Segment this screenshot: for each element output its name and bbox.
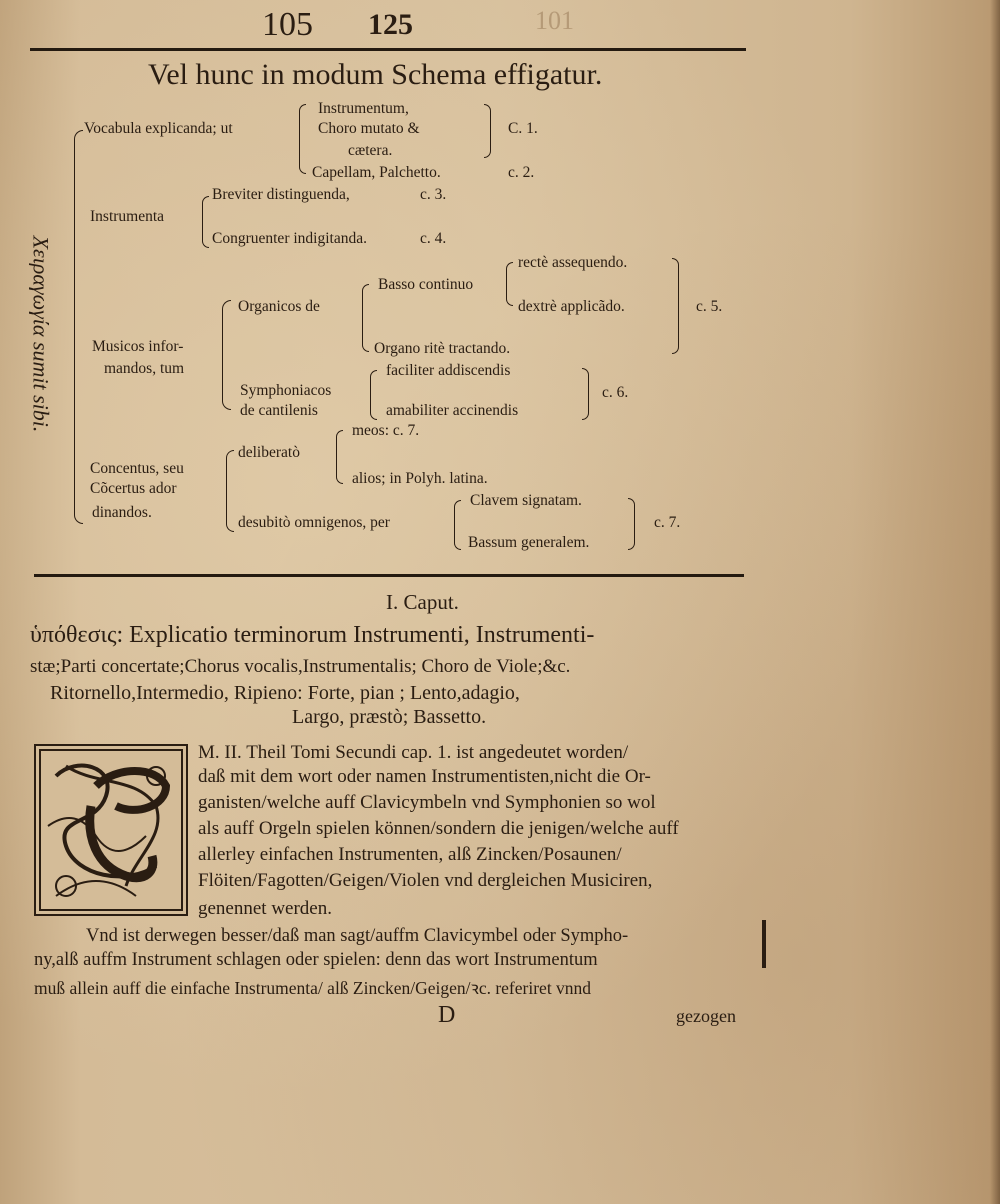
symphoniacos-brace <box>370 370 377 420</box>
symphoniacos-right-brace <box>582 368 589 420</box>
summary-line-3: Ritornello,Intermedio, Ripieno: Forte, pian ; Lento,adagio, <box>50 682 520 704</box>
body-line-7: genennet werden. <box>198 898 332 919</box>
decorative-initial-image <box>34 744 188 916</box>
vocabula-label: Vocabula explicanda; ut <box>84 120 233 137</box>
symphoniacos-item-1: faciliter addiscendis <box>386 362 511 379</box>
schema-bottom-rule <box>34 574 744 577</box>
faint-page-number: 101 <box>535 6 574 35</box>
side-caption-text: Χειραγωγία sumit sibi. <box>28 235 54 433</box>
symphoniacos-label-1: Symphoniacos <box>240 382 332 399</box>
basso-label: Basso continuo <box>378 276 474 293</box>
instrumenta-item-2: Congruenter indigitanda. <box>212 230 367 247</box>
basso-item-2: dextrè applicãdo. <box>518 298 625 315</box>
concentus-label-2: Cõcertus ador <box>90 480 177 497</box>
summary-line-1: ὑπόθεσις: Explicatio terminorum Instrumenti, Instrumenti- <box>30 622 595 648</box>
body-line-1: M. II. Theil Tomi Secundi cap. 1. ist angedeutet worden/ <box>198 742 629 763</box>
chapter-heading: I. Caput. <box>386 590 459 614</box>
instrumenta-item-1: Breviter distinguenda, <box>212 186 350 203</box>
desubito-label: desubitò omnigenos, per <box>238 514 390 531</box>
symphoniacos-label-2: de cantilenis <box>240 402 318 419</box>
side-caption <box>10 184 70 484</box>
vocabula-right-brace <box>484 104 491 158</box>
concentus-label-3: dinandos. <box>92 504 152 521</box>
vocabula-brace <box>299 104 306 174</box>
page-number-new: 125 <box>368 8 413 41</box>
desubito-item-2: Bassum generalem. <box>468 534 590 551</box>
deliberato-label: deliberatò <box>238 444 300 461</box>
body-line-2: daß mit dem wort oder namen Instrumentisten,nicht die Or- <box>198 766 651 787</box>
vocabula-item-3: cætera. <box>348 142 393 159</box>
schema-title: Vel hunc in modum Schema effigatur. <box>148 58 603 91</box>
instrumenta-ref-1: c. 3. <box>420 186 447 203</box>
deliberato-item-1: meos: c. 7. <box>352 422 420 439</box>
musicos-brace <box>222 300 231 410</box>
body-line-5: allerley einfachen Instrumenten, alß Zincken/Posaunen/ <box>198 844 622 865</box>
organicos-label: Organicos de <box>238 298 320 315</box>
body-line-9: ny,alß auffm Instrument schlagen oder spielen: denn das wort Instrumentum <box>34 950 598 970</box>
master-brace <box>74 130 83 524</box>
vocabula-item-1: Instrumentum, <box>318 100 409 117</box>
vocabula-ref-2: c. 2. <box>508 164 535 181</box>
body-line-3: ganisten/welche auff Clavicymbeln vnd Symphonien so wol <box>198 792 656 813</box>
organicos-brace <box>362 284 369 352</box>
desubito-right-brace <box>628 498 635 550</box>
summary-line-4: Largo, præstò; Bassetto. <box>292 706 487 728</box>
header-rule <box>30 48 746 51</box>
body-line-4: als auff Orgeln spielen können/sondern die jenigen/welche auff <box>198 818 679 839</box>
basso-brace <box>506 262 513 306</box>
body-line-8: Vnd ist derwegen besser/daß man sagt/auffm Clavicymbel oder Sympho- <box>86 926 629 946</box>
signature-mark: D <box>438 1002 456 1028</box>
page-edge-shadow <box>990 0 1000 1204</box>
instrumenta-ref-2: c. 4. <box>420 230 447 247</box>
vocabula-item-4: Capellam, Palchetto. <box>312 164 441 181</box>
basso-item-1: rectè assequendo. <box>518 254 628 271</box>
instrumenta-label: Instrumenta <box>90 208 165 225</box>
body-line-6: Flöiten/Fagotten/Geigen/Violen vnd dergleichen Musiciren, <box>198 870 653 891</box>
concentus-brace <box>226 450 234 532</box>
basso-ref: c. 5. <box>696 298 723 315</box>
desubito-brace <box>454 500 461 550</box>
organo-item: Organo ritè tractando. <box>374 340 511 357</box>
margin-mark <box>762 920 766 968</box>
deliberato-item-2: alios; in Polyh. latina. <box>352 470 488 487</box>
deliberato-brace <box>336 430 343 484</box>
musicos-label-2: mandos, tum <box>104 360 185 377</box>
concentus-label-1: Concentus, seu <box>90 460 184 477</box>
musicos-label-1: Musicos infor- <box>92 338 184 355</box>
vocabula-item-2: Choro mutato & <box>318 120 420 137</box>
vocabula-ref-1: C. 1. <box>508 120 538 137</box>
catchword: gezogen <box>676 1006 736 1026</box>
basso-right-brace <box>672 258 679 354</box>
desubito-ref: c. 7. <box>654 514 681 531</box>
symphoniacos-item-2: amabiliter accinendis <box>386 402 519 419</box>
instrumenta-brace <box>202 196 209 248</box>
desubito-item-1: Clavem signatam. <box>470 492 582 509</box>
page-number-old: 105 <box>262 6 313 43</box>
body-line-10: muß allein auff die einfache Instrumenta/ alß Zincken/Geigen/ꝛc. referiret vnnd <box>34 978 592 998</box>
summary-line-2: stæ;Parti concertate;Chorus vocalis,Instrumentalis; Choro de Viole;&c. <box>30 656 571 677</box>
symphoniacos-ref: c. 6. <box>602 384 629 401</box>
